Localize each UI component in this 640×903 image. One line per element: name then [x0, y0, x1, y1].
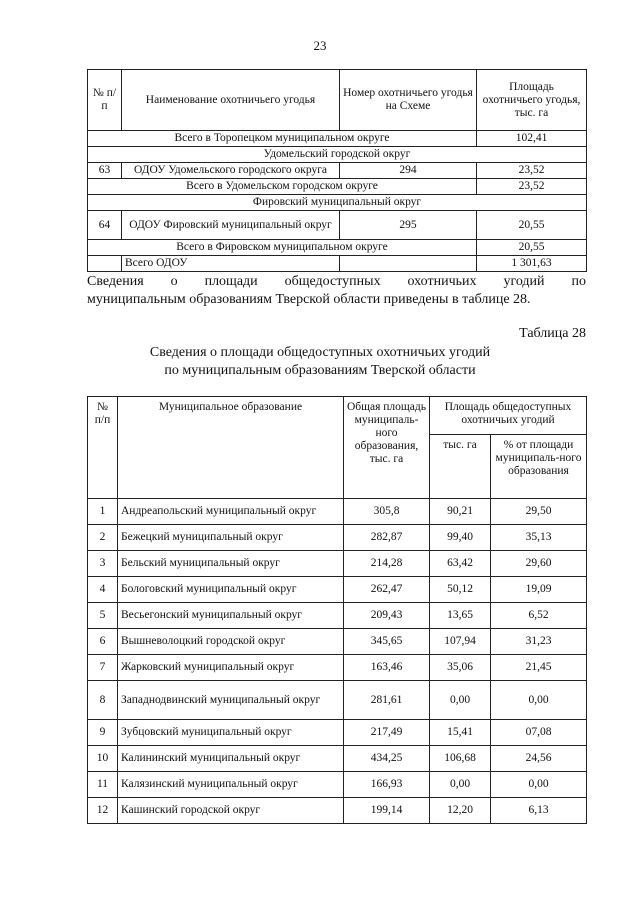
row-ha: 12,20	[430, 798, 491, 824]
row-name: ОДОУ Удомельского городского округа	[122, 163, 340, 179]
row-scheme: 294	[340, 163, 477, 179]
section-label: Фировский муниципальный округ	[88, 195, 587, 211]
row-total: 345,65	[344, 629, 430, 655]
col-header-num: № п/п	[88, 397, 118, 499]
row-total: 163,46	[344, 655, 430, 681]
row-total: 214,28	[344, 551, 430, 577]
hunting-grounds-table	[87, 69, 587, 272]
row-total: 199,14	[344, 798, 430, 824]
table-row	[88, 655, 587, 681]
col-header-ha: тыс. га	[430, 435, 491, 499]
row-name: Калининский муниципальный округ	[118, 746, 344, 772]
row-ha: 99,40	[430, 525, 491, 551]
row-total: 434,25	[344, 746, 430, 772]
row-num: 11	[88, 772, 118, 798]
paragraph-line-1: Сведения о площади общедоступных охотничьих угодий по	[87, 274, 586, 289]
col-header-area: Площадь охотничьего угодья, тыс. га	[477, 70, 587, 131]
col-header-name: Наименование охотничьего угодья	[122, 70, 340, 131]
row-name: Кашинский городской округ	[118, 798, 344, 824]
table-row	[88, 681, 587, 720]
row-name: Зубцовский муниципальный округ	[118, 720, 344, 746]
row-pct: 24,56	[491, 746, 587, 772]
row-num: 12	[88, 798, 118, 824]
row-ha: 107,94	[430, 629, 491, 655]
row-name: Западнодвинский муниципальный округ	[118, 681, 344, 720]
row-total: 217,49	[344, 720, 430, 746]
row-num: 7	[88, 655, 118, 681]
row-name: Жарковский муниципальный округ	[118, 655, 344, 681]
table-row	[88, 240, 587, 256]
row-num: 3	[88, 551, 118, 577]
caption-line-1: Сведения о площади общедоступных охотничьих угодий	[149, 345, 491, 360]
row-num: 63	[88, 163, 122, 179]
row-total: 166,93	[344, 772, 430, 798]
col-header-pct: % от площади муниципаль-ного образования	[491, 435, 587, 499]
table-row	[88, 256, 587, 272]
row-ha: 15,41	[430, 720, 491, 746]
body-paragraph	[87, 273, 586, 309]
table-row	[88, 772, 587, 798]
row-area: 20,55	[477, 211, 587, 240]
row-name: Весьегонский муниципальный округ	[118, 603, 344, 629]
row-pct: 29,50	[491, 499, 587, 525]
table-header-row	[88, 70, 587, 131]
grand-total-label: Всего ОДОУ	[122, 256, 340, 272]
table-row	[88, 499, 587, 525]
row-pct: 6,13	[491, 798, 587, 824]
total-area: 102,41	[477, 131, 587, 147]
row-pct: 31,23	[491, 629, 587, 655]
table-caption	[0, 344, 640, 380]
row-ha: 0,00	[430, 772, 491, 798]
total-label: Всего в Фировском муниципальном округе	[88, 240, 477, 256]
row-pct: 21,45	[491, 655, 587, 681]
total-label: Всего в Торопецком муниципальном округе	[88, 131, 477, 147]
col-header-name: Муниципальное образование	[118, 397, 344, 499]
row-pct: 19,09	[491, 577, 587, 603]
grand-total-area: 1 301,63	[477, 256, 587, 272]
table-header-row	[88, 397, 587, 435]
row-area: 23,52	[477, 163, 587, 179]
paragraph-line-2: муниципальным образованиям Тверской области приведены в таблице 28.	[87, 292, 531, 307]
row-name: Бологовский муниципальный округ	[118, 577, 344, 603]
row-pct: 6,52	[491, 603, 587, 629]
row-total: 262,47	[344, 577, 430, 603]
row-name: Бежецкий муниципальный округ	[118, 525, 344, 551]
row-pct: 0,00	[491, 681, 587, 720]
row-name: Вышневолоцкий городской округ	[118, 629, 344, 655]
row-ha: 13,65	[430, 603, 491, 629]
page-number: 23	[313, 38, 327, 53]
table-row	[88, 195, 587, 211]
row-ha: 90,21	[430, 499, 491, 525]
section-label: Удомельский городской округ	[88, 147, 587, 163]
row-num: 1	[88, 499, 118, 525]
table-label: Таблица 28	[519, 326, 586, 341]
row-ha: 0,00	[430, 681, 491, 720]
row-pct: 07,08	[491, 720, 587, 746]
table-row	[88, 798, 587, 824]
row-name: ОДОУ Фировский муниципальный округ	[122, 211, 340, 240]
row-total: 209,43	[344, 603, 430, 629]
row-ha: 63,42	[430, 551, 491, 577]
table-row	[88, 147, 587, 163]
row-num: 9	[88, 720, 118, 746]
table-row	[88, 629, 587, 655]
row-name: Бельский муниципальный округ	[118, 551, 344, 577]
table-row	[88, 211, 587, 240]
table-row	[88, 131, 587, 147]
row-num: 2	[88, 525, 118, 551]
row-pct: 29,60	[491, 551, 587, 577]
col-header-scheme: Номер охотничьего угодья на Схеме	[340, 70, 477, 131]
row-name: Калязинский муниципальный округ	[118, 772, 344, 798]
row-pct: 35,13	[491, 525, 587, 551]
row-pct: 0,00	[491, 772, 587, 798]
row-ha: 106,68	[430, 746, 491, 772]
table-row	[88, 163, 587, 179]
table-row	[88, 577, 587, 603]
row-num: 8	[88, 681, 118, 720]
caption-line-2: по муниципальным образованиям Тверской области	[164, 363, 476, 378]
table-row	[88, 525, 587, 551]
row-name: Андреапольский муниципальный округ	[118, 499, 344, 525]
table-row	[88, 720, 587, 746]
row-num: 4	[88, 577, 118, 603]
row-total: 281,61	[344, 681, 430, 720]
row-num: 5	[88, 603, 118, 629]
col-header-num: № п/п	[88, 70, 122, 131]
table-row	[88, 179, 587, 195]
col-header-group: Площадь общедоступных охотничьих угодий	[430, 397, 587, 435]
row-scheme: 295	[340, 211, 477, 240]
total-area: 20,55	[477, 240, 587, 256]
row-ha: 50,12	[430, 577, 491, 603]
row-num: 10	[88, 746, 118, 772]
row-num: 64	[88, 211, 122, 240]
row-total: 305,8	[344, 499, 430, 525]
total-area: 23,52	[477, 179, 587, 195]
table-row	[88, 603, 587, 629]
table-row	[88, 551, 587, 577]
col-header-total: Общая площадь муниципаль-ного образования, тыс. га	[344, 397, 430, 499]
row-total: 282,87	[344, 525, 430, 551]
total-label: Всего в Удомельском городском округе	[88, 179, 477, 195]
row-ha: 35,06	[430, 655, 491, 681]
row-num: 6	[88, 629, 118, 655]
municipal-areas-table	[87, 396, 587, 824]
table-row	[88, 746, 587, 772]
